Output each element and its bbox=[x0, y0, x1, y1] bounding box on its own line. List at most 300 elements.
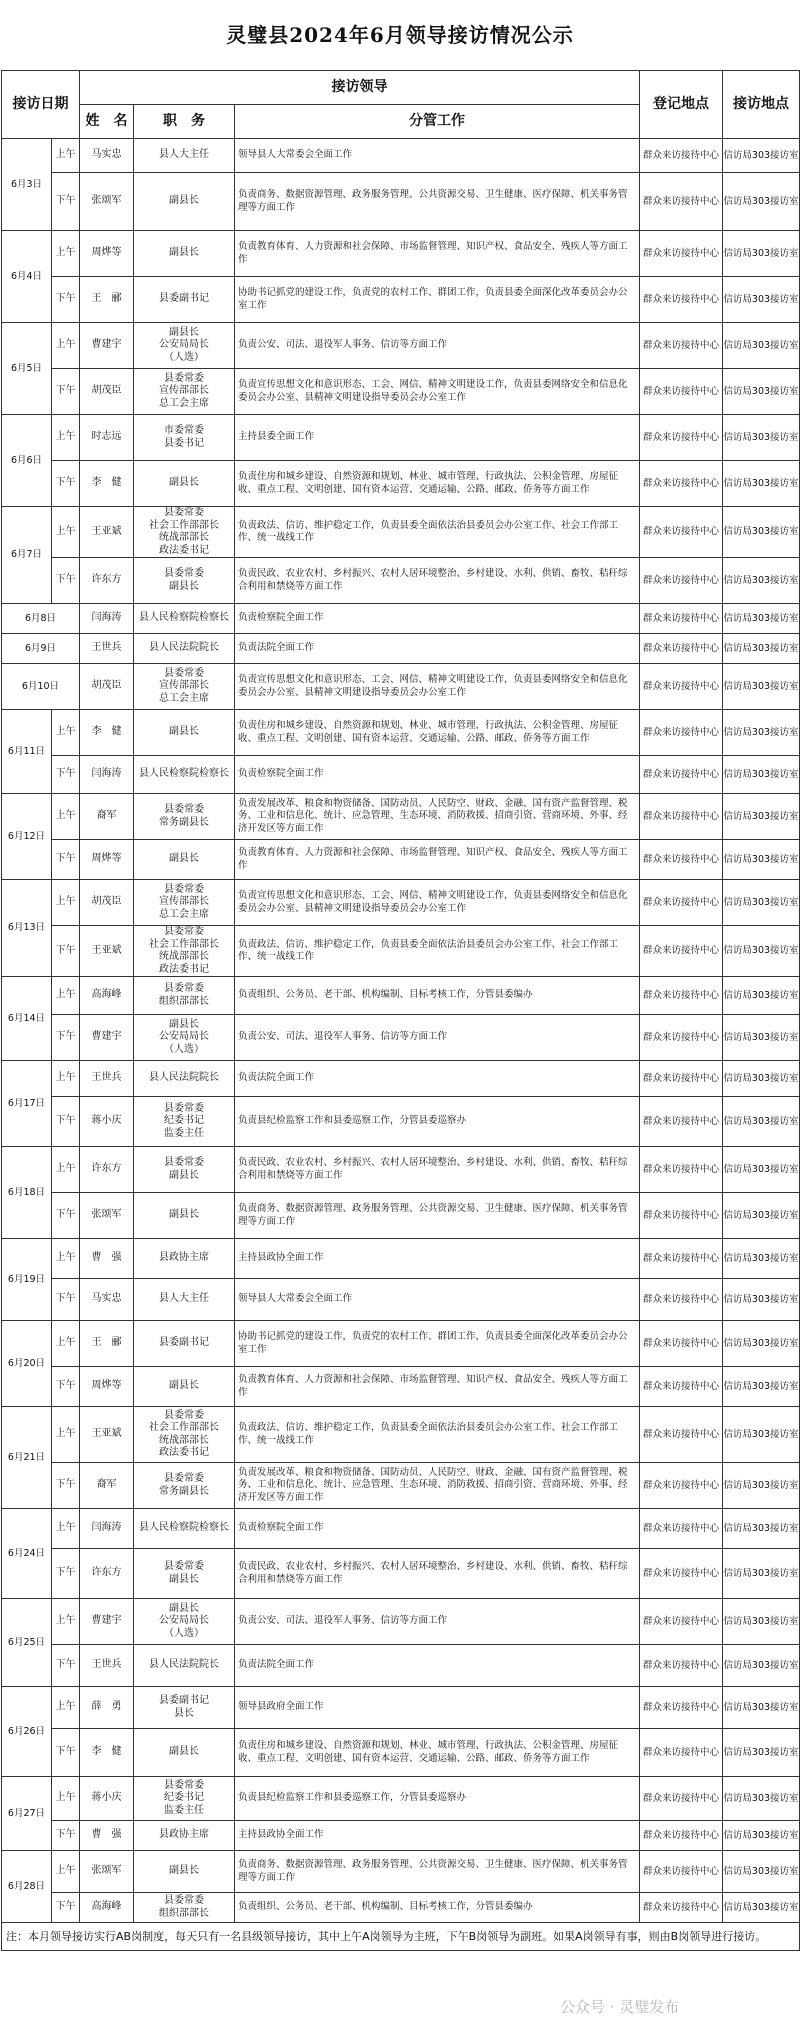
reception-place: 信访局303接访室 bbox=[723, 1687, 800, 1729]
table-row bbox=[2, 1015, 800, 1061]
reception-place: 信访局303接访室 bbox=[723, 415, 800, 461]
watermark: 公众号 · 灵璧发布 bbox=[560, 1998, 680, 2016]
leader-name: 张颂军 bbox=[80, 173, 134, 231]
duty-cell: 负责商务、数据资源管理、政务服务管理、公共资源交易、卫生健康、医疗保障、机关事务管理等方面工作 bbox=[235, 1193, 640, 1239]
reception-place: 信访局303接访室 bbox=[723, 1893, 800, 1923]
duty-cell: 领导县人大常委会全面工作 bbox=[235, 139, 640, 173]
date-cell: 6月12日 bbox=[2, 794, 52, 880]
register-place: 群众来访接待中心 bbox=[640, 926, 723, 977]
leader-name: 周烨等 bbox=[80, 840, 134, 880]
period-cell: 下午 bbox=[52, 461, 80, 507]
table-row bbox=[2, 173, 800, 231]
reception-place: 信访局303接访室 bbox=[723, 323, 800, 369]
period-cell: 下午 bbox=[52, 1645, 80, 1687]
leader-name: 王 郦 bbox=[80, 277, 134, 323]
leader-name: 裔军 bbox=[80, 794, 134, 840]
leader-position: 副县长 bbox=[134, 231, 235, 277]
reception-place: 信访局303接访室 bbox=[723, 1777, 800, 1821]
table-row bbox=[2, 1509, 800, 1549]
reception-place: 信访局303接访室 bbox=[723, 1367, 800, 1407]
duty-cell: 主持县政协全面工作 bbox=[235, 1239, 640, 1279]
table-row bbox=[2, 558, 800, 604]
leader-name: 王世兵 bbox=[80, 1061, 134, 1097]
leader-position: 县委常委 副县长 bbox=[134, 1549, 235, 1599]
register-place: 群众来访接待中心 bbox=[640, 139, 723, 173]
table-row bbox=[2, 1687, 800, 1729]
table-row bbox=[2, 664, 800, 710]
leader-position: 县人民检察院检察长 bbox=[134, 1509, 235, 1549]
table-row bbox=[2, 1599, 800, 1645]
leader-name: 张颂军 bbox=[80, 1193, 134, 1239]
table-row bbox=[2, 1463, 800, 1509]
leader-name: 裔军 bbox=[80, 1463, 134, 1509]
period-cell: 上午 bbox=[52, 1147, 80, 1193]
reception-place: 信访局303接访室 bbox=[723, 1821, 800, 1851]
register-place: 群众来访接待中心 bbox=[640, 710, 723, 756]
duty-cell: 负责组织、公务员、老干部、机构编制、目标考核工作，分管县委编办 bbox=[235, 977, 640, 1015]
leader-position: 县委常委 宣传部部长 总工会主席 bbox=[134, 369, 235, 415]
leader-position: 县委副书记 bbox=[134, 277, 235, 323]
register-place: 群众来访接待中心 bbox=[640, 1599, 723, 1645]
period-cell: 上午 bbox=[52, 323, 80, 369]
table-row bbox=[2, 277, 800, 323]
reception-place: 信访局303接访室 bbox=[723, 1851, 800, 1893]
leader-name: 闫海涛 bbox=[80, 1509, 134, 1549]
period-cell: 上午 bbox=[52, 1599, 80, 1645]
reception-place: 信访局303接访室 bbox=[723, 1599, 800, 1645]
register-place: 群众来访接待中心 bbox=[640, 1645, 723, 1687]
leader-position: 副县长 bbox=[134, 1367, 235, 1407]
table-row bbox=[2, 1645, 800, 1687]
leader-name: 曹建宇 bbox=[80, 1599, 134, 1645]
period-cell: 下午 bbox=[52, 1729, 80, 1777]
table-row bbox=[2, 1549, 800, 1599]
leader-name: 张颂军 bbox=[80, 1851, 134, 1893]
leader-position: 县委常委 副县长 bbox=[134, 1147, 235, 1193]
register-place: 群众来访接待中心 bbox=[640, 1463, 723, 1509]
table-row bbox=[2, 840, 800, 880]
reception-place: 信访局303接访室 bbox=[723, 1147, 800, 1193]
table-row bbox=[2, 415, 800, 461]
register-place: 群众来访接待中心 bbox=[640, 1549, 723, 1599]
register-place: 群众来访接待中心 bbox=[640, 173, 723, 231]
duty-cell: 负责民政、农业农村、乡村振兴、农村人居环境整治、乡村建设、水利、供销、畜牧、秸秆综合利用和禁烧等方面工作 bbox=[235, 1549, 640, 1599]
register-place: 群众来访接待中心 bbox=[640, 1687, 723, 1729]
table-row bbox=[2, 369, 800, 415]
reception-place: 信访局303接访室 bbox=[723, 1097, 800, 1147]
date-cell: 6月13日 bbox=[2, 880, 52, 977]
period-cell: 下午 bbox=[52, 1549, 80, 1599]
register-place: 群众来访接待中心 bbox=[640, 977, 723, 1015]
table-row bbox=[2, 1239, 800, 1279]
leader-name: 曹建宇 bbox=[80, 323, 134, 369]
period-cell: 上午 bbox=[52, 507, 80, 558]
register-place: 群众来访接待中心 bbox=[640, 1061, 723, 1097]
period-cell: 下午 bbox=[52, 1015, 80, 1061]
register-place: 群众来访接待中心 bbox=[640, 1729, 723, 1777]
duty-cell: 协助书记抓党的建设工作，负责党的农村工作、群团工作，负责县委全面深化改革委员会办公室工作 bbox=[235, 1321, 640, 1367]
duty-cell: 负责法院全面工作 bbox=[235, 1645, 640, 1687]
reception-place: 信访局303接访室 bbox=[723, 507, 800, 558]
reception-place: 信访局303接访室 bbox=[723, 880, 800, 926]
table-row bbox=[2, 139, 800, 173]
leader-position: 副县长 公安局局长 （人选） bbox=[134, 323, 235, 369]
leader-position: 副县长 bbox=[134, 1193, 235, 1239]
duty-cell: 负责法院全面工作 bbox=[235, 634, 640, 664]
period-cell: 上午 bbox=[52, 231, 80, 277]
footnote: 注：本月领导接访实行AB岗制度，每天只有一名县级领导接访，其中上午A岗领导为主班，下午B岗领导为副班。如果A岗领导有事，则由B岗领导进行接访。 bbox=[2, 1923, 800, 1951]
table-row bbox=[2, 1367, 800, 1407]
leader-name: 周烨等 bbox=[80, 231, 134, 277]
leader-position: 县委常委 宣传部部长 总工会主席 bbox=[134, 664, 235, 710]
date-cell: 6月14日 bbox=[2, 977, 52, 1061]
header-reception: 接访地点 bbox=[723, 71, 800, 139]
period-cell: 上午 bbox=[52, 415, 80, 461]
date-cell: 6月17日 bbox=[2, 1061, 52, 1147]
duty-cell: 负责公安、司法、退役军人事务、信访等方面工作 bbox=[235, 1599, 640, 1645]
register-place: 群众来访接待中心 bbox=[640, 634, 723, 664]
duty-cell: 领导县政府全面工作 bbox=[235, 1687, 640, 1729]
leader-position: 县人大主任 bbox=[134, 1279, 235, 1321]
date-cell: 6月4日 bbox=[2, 231, 52, 323]
header-duty: 分管工作 bbox=[235, 105, 640, 139]
register-place: 群众来访接待中心 bbox=[640, 794, 723, 840]
period-cell: 下午 bbox=[52, 1097, 80, 1147]
reception-place: 信访局303接访室 bbox=[723, 1549, 800, 1599]
reception-place: 信访局303接访室 bbox=[723, 840, 800, 880]
period-cell: 下午 bbox=[52, 173, 80, 231]
duty-cell: 领导县人大常委会全面工作 bbox=[235, 1279, 640, 1321]
leader-name: 王世兵 bbox=[80, 634, 134, 664]
table-row bbox=[2, 1407, 800, 1463]
duty-cell: 负责县纪检监察工作和县委巡察工作，分管县委巡察办 bbox=[235, 1097, 640, 1147]
reception-place: 信访局303接访室 bbox=[723, 1407, 800, 1463]
leader-name: 曹建宇 bbox=[80, 1015, 134, 1061]
duty-cell: 负责政法、信访、维护稳定工作，负责县委全面依法治县委员会办公室工作、社会工作部工作、统一战线工作 bbox=[235, 1407, 640, 1463]
date-cell: 6月6日 bbox=[2, 415, 52, 507]
reception-place: 信访局303接访室 bbox=[723, 710, 800, 756]
duty-cell: 负责发展改革、粮食和物资储备、国防动员、人民防空、财政、金融、国有资产监督管理、税务、工业和信息化、统计、应急管理、生态环境、消防救援、招商引资、营商环境、外事、经济开发区等方面工作 bbox=[235, 1463, 640, 1509]
register-place: 群众来访接待中心 bbox=[640, 1893, 723, 1923]
leader-position: 县委常委 常务副县长 bbox=[134, 794, 235, 840]
duty-cell: 负责公安、司法、退役军人事务、信访等方面工作 bbox=[235, 323, 640, 369]
leader-position: 县人民法院院长 bbox=[134, 1061, 235, 1097]
period-cell: 下午 bbox=[52, 840, 80, 880]
period-cell: 上午 bbox=[52, 1851, 80, 1893]
period-cell: 上午 bbox=[52, 794, 80, 840]
duty-cell: 负责政法、信访、维护稳定工作，负责县委全面依法治县委员会办公室工作、社会工作部工作、统一战线工作 bbox=[235, 507, 640, 558]
period-cell: 上午 bbox=[52, 1509, 80, 1549]
leader-name: 李 健 bbox=[80, 710, 134, 756]
table-row bbox=[2, 1893, 800, 1923]
leader-name: 许东方 bbox=[80, 558, 134, 604]
duty-cell: 负责发展改革、粮食和物资储备、国防动员、人民防空、财政、金融、国有资产监督管理、税务、工业和信息化、统计、应急管理、生态环境、消防救援、招商引资、营商环境、外事、经济开发区等方面工作 bbox=[235, 794, 640, 840]
leader-position: 副县长 bbox=[134, 173, 235, 231]
leader-name: 马实忠 bbox=[80, 139, 134, 173]
duty-cell: 协助书记抓党的建设工作，负责党的农村工作、群团工作，负责县委全面深化改革委员会办公室工作 bbox=[235, 277, 640, 323]
period-cell: 上午 bbox=[52, 1777, 80, 1821]
leader-name: 高海峰 bbox=[80, 977, 134, 1015]
leader-position: 市委常委 县委书记 bbox=[134, 415, 235, 461]
period-cell: 上午 bbox=[52, 139, 80, 173]
reception-place: 信访局303接访室 bbox=[723, 604, 800, 634]
table-row bbox=[2, 977, 800, 1015]
table-row bbox=[2, 710, 800, 756]
register-place: 群众来访接待中心 bbox=[640, 840, 723, 880]
register-place: 群众来访接待中心 bbox=[640, 1239, 723, 1279]
period-cell: 上午 bbox=[52, 1407, 80, 1463]
page-title: 灵璧县2024年6月领导接访情况公示 bbox=[226, 23, 574, 47]
duty-cell: 负责民政、农业农村、乡村振兴、农村人居环境整治、乡村建设、水利、供销、畜牧、秸秆综合利用和禁烧等方面工作 bbox=[235, 1147, 640, 1193]
leader-position: 县委常委 社会工作部部长 统战部部长 政法委书记 bbox=[134, 1407, 235, 1463]
header-leader: 接访领导 bbox=[80, 71, 640, 105]
leader-position: 县人民检察院检察长 bbox=[134, 604, 235, 634]
duty-cell: 负责宣传思想文化和意识形态、工会、网信、精神文明建设工作，负责县委网络安全和信息化委员会办公室、县精神文明建设指导委员会办公室工作 bbox=[235, 664, 640, 710]
duty-cell: 负责教育体育、人力资源和社会保障、市场监督管理、知识产权、食品安全、残疾人等方面工作 bbox=[235, 840, 640, 880]
reception-place: 信访局303接访室 bbox=[723, 369, 800, 415]
leader-name: 胡茂臣 bbox=[80, 880, 134, 926]
register-place: 群众来访接待中心 bbox=[640, 1367, 723, 1407]
leader-position: 县人大主任 bbox=[134, 139, 235, 173]
date-cell: 6月25日 bbox=[2, 1599, 52, 1687]
table-row bbox=[2, 461, 800, 507]
duty-cell: 负责组织、公务员、老干部、机构编制、目标考核工作，分管县委编办 bbox=[235, 1893, 640, 1923]
duty-cell: 负责商务、数据资源管理、政务服务管理、公共资源交易、卫生健康、医疗保障、机关事务管理等方面工作 bbox=[235, 1851, 640, 1893]
register-place: 群众来访接待中心 bbox=[640, 756, 723, 794]
leader-position: 副县长 公安局局长 （人选） bbox=[134, 1599, 235, 1645]
leader-position: 县委常委 纪委书记 监委主任 bbox=[134, 1777, 235, 1821]
reception-place: 信访局303接访室 bbox=[723, 139, 800, 173]
register-place: 群众来访接待中心 bbox=[640, 323, 723, 369]
leader-name: 蒋小庆 bbox=[80, 1097, 134, 1147]
table-row bbox=[2, 1097, 800, 1147]
duty-cell: 负责法院全面工作 bbox=[235, 1061, 640, 1097]
duty-cell: 负责住房和城乡建设、自然资源和规划、林业、城市管理、行政执法、公积金管理、房屋征收、重点工程、文明创建、国有资本运营、交通运输、公路、邮政、侨务等方面工作 bbox=[235, 710, 640, 756]
register-place: 群众来访接待中心 bbox=[640, 1407, 723, 1463]
leader-position: 副县长 bbox=[134, 840, 235, 880]
leader-name: 胡茂臣 bbox=[80, 369, 134, 415]
reception-place: 信访局303接访室 bbox=[723, 1463, 800, 1509]
leader-position: 县委常委 宣传部部长 总工会主席 bbox=[134, 880, 235, 926]
reception-place: 信访局303接访室 bbox=[723, 1193, 800, 1239]
table-row bbox=[2, 1851, 800, 1893]
period-cell: 上午 bbox=[52, 1239, 80, 1279]
leader-position: 县委常委 社会工作部部长 统战部部长 政法委书记 bbox=[134, 926, 235, 977]
reception-place: 信访局303接访室 bbox=[723, 231, 800, 277]
duty-cell: 负责宣传思想文化和意识形态、工会、网信、精神文明建设工作，负责县委网络安全和信息化委员会办公室、县精神文明建设指导委员会办公室工作 bbox=[235, 369, 640, 415]
reception-place: 信访局303接访室 bbox=[723, 926, 800, 977]
reception-place: 信访局303接访室 bbox=[723, 794, 800, 840]
table-row bbox=[2, 794, 800, 840]
leader-name: 马实忠 bbox=[80, 1279, 134, 1321]
leader-name: 闫海涛 bbox=[80, 756, 134, 794]
table-row bbox=[2, 1193, 800, 1239]
leader-position: 县委常委 组织部部长 bbox=[134, 977, 235, 1015]
table-row bbox=[2, 880, 800, 926]
date-cell: 6月9日 bbox=[2, 634, 80, 664]
date-cell: 6月7日 bbox=[2, 507, 52, 604]
leader-position: 县委常委 常务副县长 bbox=[134, 1463, 235, 1509]
register-place: 群众来访接待中心 bbox=[640, 1509, 723, 1549]
date-cell: 6月27日 bbox=[2, 1777, 52, 1851]
date-cell: 6月11日 bbox=[2, 710, 52, 794]
period-cell: 下午 bbox=[52, 1193, 80, 1239]
period-cell: 上午 bbox=[52, 710, 80, 756]
reception-place: 信访局303接访室 bbox=[723, 634, 800, 664]
date-cell: 6月3日 bbox=[2, 139, 52, 231]
header-name: 姓 名 bbox=[80, 105, 134, 139]
duty-cell: 主持县政协全面工作 bbox=[235, 1821, 640, 1851]
period-cell: 上午 bbox=[52, 1321, 80, 1367]
duty-cell: 负责民政、农业农村、乡村振兴、农村人居环境整治、乡村建设、水利、供销、畜牧、秸秆综合利用和禁烧等方面工作 bbox=[235, 558, 640, 604]
leader-position: 县政协主席 bbox=[134, 1821, 235, 1851]
leader-name: 周烨等 bbox=[80, 1367, 134, 1407]
leader-name: 李 健 bbox=[80, 1729, 134, 1777]
leader-position: 县委常委 纪委书记 监委主任 bbox=[134, 1097, 235, 1147]
leader-position: 县人民法院院长 bbox=[134, 634, 235, 664]
leader-position: 县委副书记 bbox=[134, 1321, 235, 1367]
duty-cell: 负责县纪检监察工作和县委巡察工作，分管县委巡察办 bbox=[235, 1777, 640, 1821]
duty-cell: 负责宣传思想文化和意识形态、工会、网信、精神文明建设工作，负责县委网络安全和信息化委员会办公室、县精神文明建设指导委员会办公室工作 bbox=[235, 880, 640, 926]
table-row bbox=[2, 231, 800, 277]
leader-position: 县委常委 社会工作部部长 统战部部长 政法委书记 bbox=[134, 507, 235, 558]
reception-place: 信访局303接访室 bbox=[723, 1729, 800, 1777]
leader-position: 县人民法院院长 bbox=[134, 1645, 235, 1687]
leader-name: 王亚斌 bbox=[80, 507, 134, 558]
register-place: 群众来访接待中心 bbox=[640, 369, 723, 415]
period-cell: 下午 bbox=[52, 1367, 80, 1407]
period-cell: 下午 bbox=[52, 277, 80, 323]
reception-table bbox=[1, 70, 800, 1951]
register-place: 群众来访接待中心 bbox=[640, 1147, 723, 1193]
reception-place: 信访局303接访室 bbox=[723, 1061, 800, 1097]
period-cell: 上午 bbox=[52, 880, 80, 926]
period-cell: 下午 bbox=[52, 1821, 80, 1851]
register-place: 群众来访接待中心 bbox=[640, 558, 723, 604]
reception-place: 信访局303接访室 bbox=[723, 664, 800, 710]
register-place: 群众来访接待中心 bbox=[640, 1851, 723, 1893]
leader-position: 副县长 bbox=[134, 1729, 235, 1777]
leader-name: 蒋小庆 bbox=[80, 1777, 134, 1821]
reception-place: 信访局303接访室 bbox=[723, 461, 800, 507]
table-row bbox=[2, 507, 800, 558]
date-cell: 6月21日 bbox=[2, 1407, 52, 1509]
reception-place: 信访局303接访室 bbox=[723, 756, 800, 794]
register-place: 群众来访接待中心 bbox=[640, 231, 723, 277]
leader-name: 曹 强 bbox=[80, 1821, 134, 1851]
register-place: 群众来访接待中心 bbox=[640, 1321, 723, 1367]
period-cell: 下午 bbox=[52, 1279, 80, 1321]
reception-place: 信访局303接访室 bbox=[723, 558, 800, 604]
duty-cell: 主持县委全面工作 bbox=[235, 415, 640, 461]
date-cell: 6月18日 bbox=[2, 1147, 52, 1239]
register-place: 群众来访接待中心 bbox=[640, 507, 723, 558]
register-place: 群众来访接待中心 bbox=[640, 461, 723, 507]
duty-cell: 负责检察院全面工作 bbox=[235, 756, 640, 794]
leader-name: 时志远 bbox=[80, 415, 134, 461]
leader-name: 王亚斌 bbox=[80, 926, 134, 977]
duty-cell: 负责住房和城乡建设、自然资源和规划、林业、城市管理、行政执法、公积金管理、房屋征收、重点工程、文明创建、国有资本运营、交通运输、公路、邮政、侨务等方面工作 bbox=[235, 461, 640, 507]
leader-name: 许东方 bbox=[80, 1549, 134, 1599]
header-position: 职 务 bbox=[134, 105, 235, 139]
leader-position: 县委常委 副县长 bbox=[134, 558, 235, 604]
table-row bbox=[2, 604, 800, 634]
register-place: 群众来访接待中心 bbox=[640, 1279, 723, 1321]
date-cell: 6月19日 bbox=[2, 1239, 52, 1321]
register-place: 群众来访接待中心 bbox=[640, 1777, 723, 1821]
date-cell: 6月26日 bbox=[2, 1687, 52, 1777]
period-cell: 下午 bbox=[52, 558, 80, 604]
period-cell: 上午 bbox=[52, 977, 80, 1015]
register-place: 群众来访接待中心 bbox=[640, 1097, 723, 1147]
leader-position: 县政协主席 bbox=[134, 1239, 235, 1279]
date-cell: 6月10日 bbox=[2, 664, 80, 710]
period-cell: 上午 bbox=[52, 1687, 80, 1729]
leader-name: 薛 勇 bbox=[80, 1687, 134, 1729]
leader-position: 县委副书记 县长 bbox=[134, 1687, 235, 1729]
register-place: 群众来访接待中心 bbox=[640, 880, 723, 926]
header-date: 接访日期 bbox=[2, 71, 80, 139]
table-row bbox=[2, 1321, 800, 1367]
date-cell: 6月28日 bbox=[2, 1851, 52, 1923]
table-body bbox=[2, 139, 800, 1923]
duty-cell: 负责住房和城乡建设、自然资源和规划、林业、城市管理、行政执法、公积金管理、房屋征收、重点工程、文明创建、国有资本运营、交通运输、公路、邮政、侨务等方面工作 bbox=[235, 1729, 640, 1777]
table-row bbox=[2, 1777, 800, 1821]
table-row bbox=[2, 1061, 800, 1097]
reception-place: 信访局303接访室 bbox=[723, 1239, 800, 1279]
reception-place: 信访局303接访室 bbox=[723, 173, 800, 231]
leader-position: 县人民检察院检察长 bbox=[134, 756, 235, 794]
date-cell: 6月5日 bbox=[2, 323, 52, 415]
register-place: 群众来访接待中心 bbox=[640, 1015, 723, 1061]
reception-place: 信访局303接访室 bbox=[723, 1509, 800, 1549]
table-row bbox=[2, 1729, 800, 1777]
leader-name: 李 健 bbox=[80, 461, 134, 507]
register-place: 群众来访接待中心 bbox=[640, 415, 723, 461]
duty-cell: 负责商务、数据资源管理、政务服务管理、公共资源交易、卫生健康、医疗保障、机关事务管理等方面工作 bbox=[235, 173, 640, 231]
period-cell: 下午 bbox=[52, 756, 80, 794]
leader-position: 副县长 bbox=[134, 461, 235, 507]
leader-position: 副县长 bbox=[134, 710, 235, 756]
table-row bbox=[2, 756, 800, 794]
table-row bbox=[2, 634, 800, 664]
reception-place: 信访局303接访室 bbox=[723, 277, 800, 323]
leader-name: 曹 强 bbox=[80, 1239, 134, 1279]
duty-cell: 负责公安、司法、退役军人事务、信访等方面工作 bbox=[235, 1015, 640, 1061]
table-row bbox=[2, 926, 800, 977]
duty-cell: 负责教育体育、人力资源和社会保障、市场监督管理、知识产权、食品安全、残疾人等方面工作 bbox=[235, 1367, 640, 1407]
leader-position: 副县长 公安局局长 （人选） bbox=[134, 1015, 235, 1061]
period-cell: 下午 bbox=[52, 369, 80, 415]
duty-cell: 负责检察院全面工作 bbox=[235, 604, 640, 634]
date-cell: 6月8日 bbox=[2, 604, 80, 634]
period-cell: 下午 bbox=[52, 1893, 80, 1923]
leader-name: 胡茂臣 bbox=[80, 664, 134, 710]
header-register: 登记地点 bbox=[640, 71, 723, 139]
table-row bbox=[2, 1821, 800, 1851]
duty-cell: 负责教育体育、人力资源和社会保障、市场监督管理、知识产权、食品安全、残疾人等方面工作 bbox=[235, 231, 640, 277]
leader-name: 王亚斌 bbox=[80, 1407, 134, 1463]
table-row bbox=[2, 323, 800, 369]
reception-place: 信访局303接访室 bbox=[723, 1321, 800, 1367]
register-place: 群众来访接待中心 bbox=[640, 604, 723, 634]
leader-name: 闫海涛 bbox=[80, 604, 134, 634]
period-cell: 下午 bbox=[52, 926, 80, 977]
leader-name: 王世兵 bbox=[80, 1645, 134, 1687]
reception-place: 信访局303接访室 bbox=[723, 1015, 800, 1061]
date-cell: 6月20日 bbox=[2, 1321, 52, 1407]
period-cell: 上午 bbox=[52, 1061, 80, 1097]
